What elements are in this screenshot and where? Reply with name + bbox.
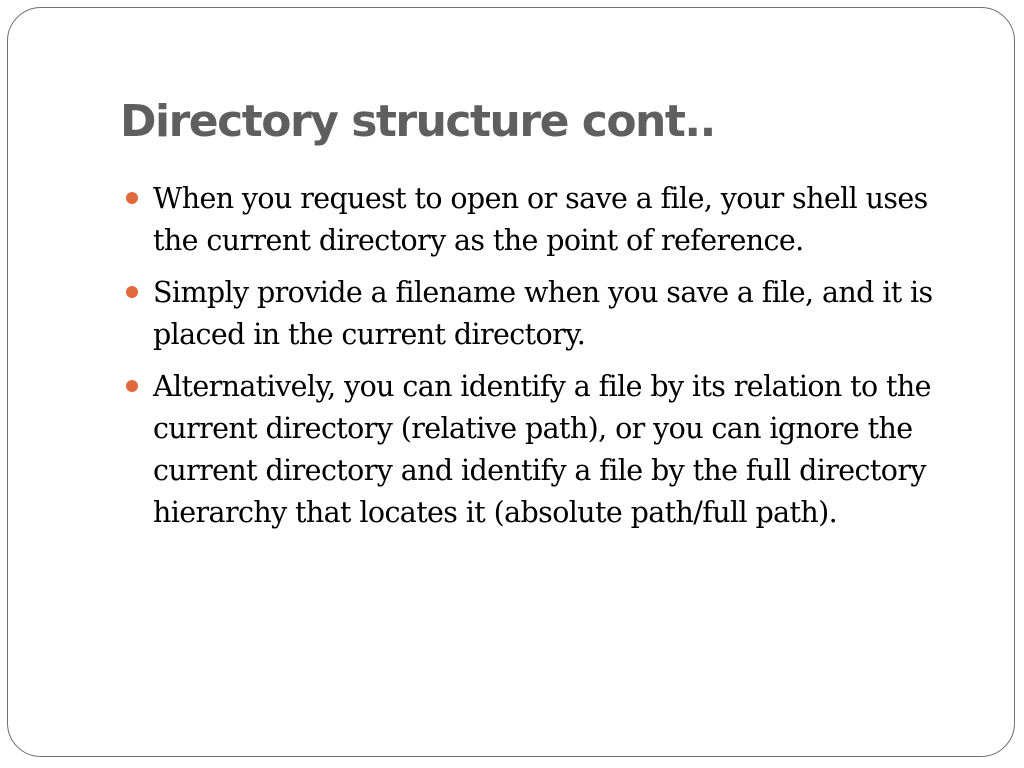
bullet-item xyxy=(120,272,980,356)
bullet-item xyxy=(120,366,980,534)
bullet-dot-icon xyxy=(126,286,138,298)
bullet-item xyxy=(120,178,980,262)
bullet-text: When you request to open or save a file, your shell uses the current directory as the point of reference. xyxy=(153,182,928,257)
bullet-list xyxy=(120,178,980,544)
bullet-text: Simply provide a filename when you save a file, and it is placed in the current directory. xyxy=(153,276,933,351)
bullet-dot-icon xyxy=(126,380,138,392)
slide-title: Directory structure cont.. xyxy=(120,96,715,147)
bullet-text: Alternatively, you can identify a file by its relation to the current directory (relative path), or you can ignore the current directory and identify a file by the full directory hierarchy that locates it (absolute path/full path). xyxy=(153,370,931,529)
bullet-dot-icon xyxy=(126,192,138,204)
slide-frame xyxy=(7,7,1015,757)
